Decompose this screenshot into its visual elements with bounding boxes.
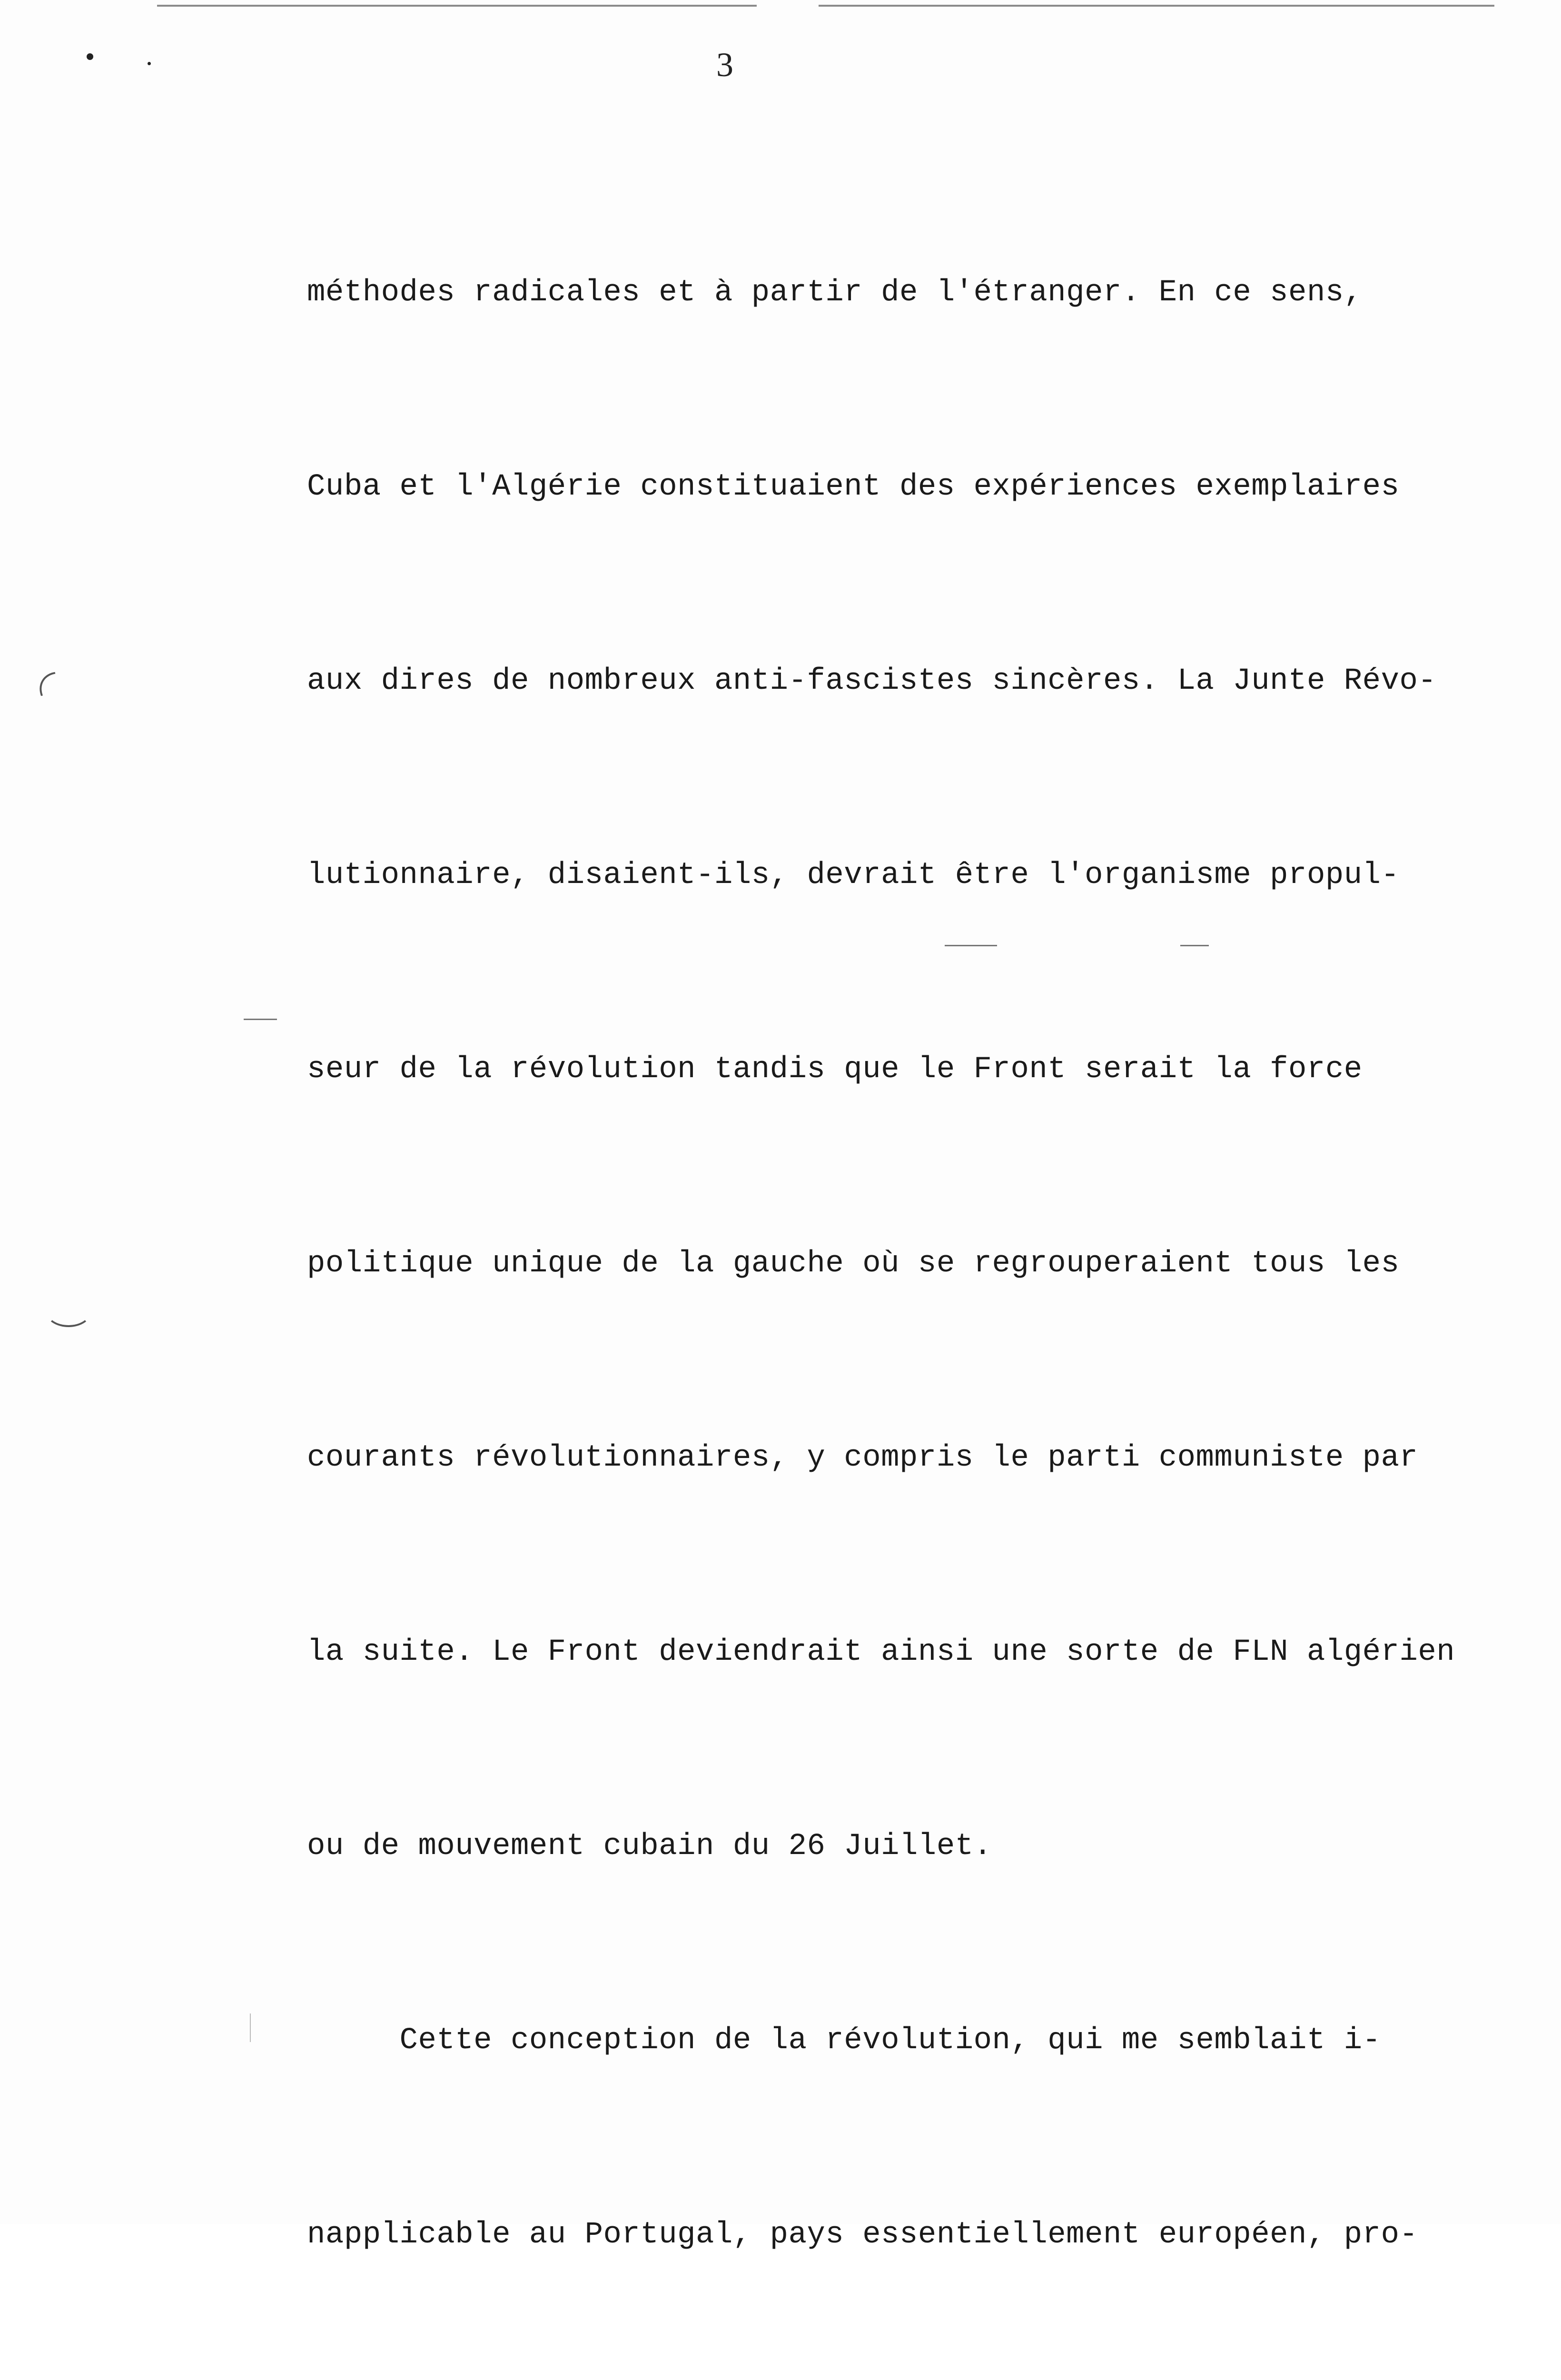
text-line: politique unique de la gauche où se regrouperaient tous les	[307, 1247, 1400, 1281]
margin-dash-1	[244, 1019, 277, 1020]
text-line: la suite. Le Front deviendrait ainsi une sorte de FLN algérien	[307, 1635, 1455, 1669]
margin-pencil-mark-1	[31, 662, 101, 726]
text-line: seur de la révolution tandis que le Front serait la force	[307, 1052, 1363, 1087]
text-line: napplicable au Portugal, pays essentiellement européen, pro-	[307, 2218, 1418, 2252]
text-line: ou de mouvement cubain du 26 Juillet.	[307, 1829, 992, 1864]
text-line: méthodes radicales et à partir de l'étranger. En ce sens,	[307, 276, 1363, 310]
margin-pencil-mark-2	[45, 1295, 92, 1327]
punch-mark-1	[87, 53, 93, 60]
top-rule-left	[157, 5, 757, 7]
margin-hairline	[250, 2013, 251, 2042]
body-text	[307, 131, 1525, 2380]
page-number: 3	[716, 46, 733, 84]
top-rule-right	[819, 5, 1494, 7]
text-line: Cuba et l'Algérie constituaient des expériences exemplaires	[307, 470, 1400, 504]
text-line: courants révolutionnaires, y compris le parti communiste par	[307, 1441, 1418, 1475]
punch-mark-2	[148, 62, 151, 65]
text-line: Cette conception de la révolution, qui me semblait i-	[307, 2023, 1381, 2058]
text-line: aux dires de nombreux anti-fascistes sincères. La Junte Révo-	[307, 664, 1437, 698]
text-line: lutionnaire, disaient-ils, devrait être l'organisme propul-	[307, 858, 1400, 892]
